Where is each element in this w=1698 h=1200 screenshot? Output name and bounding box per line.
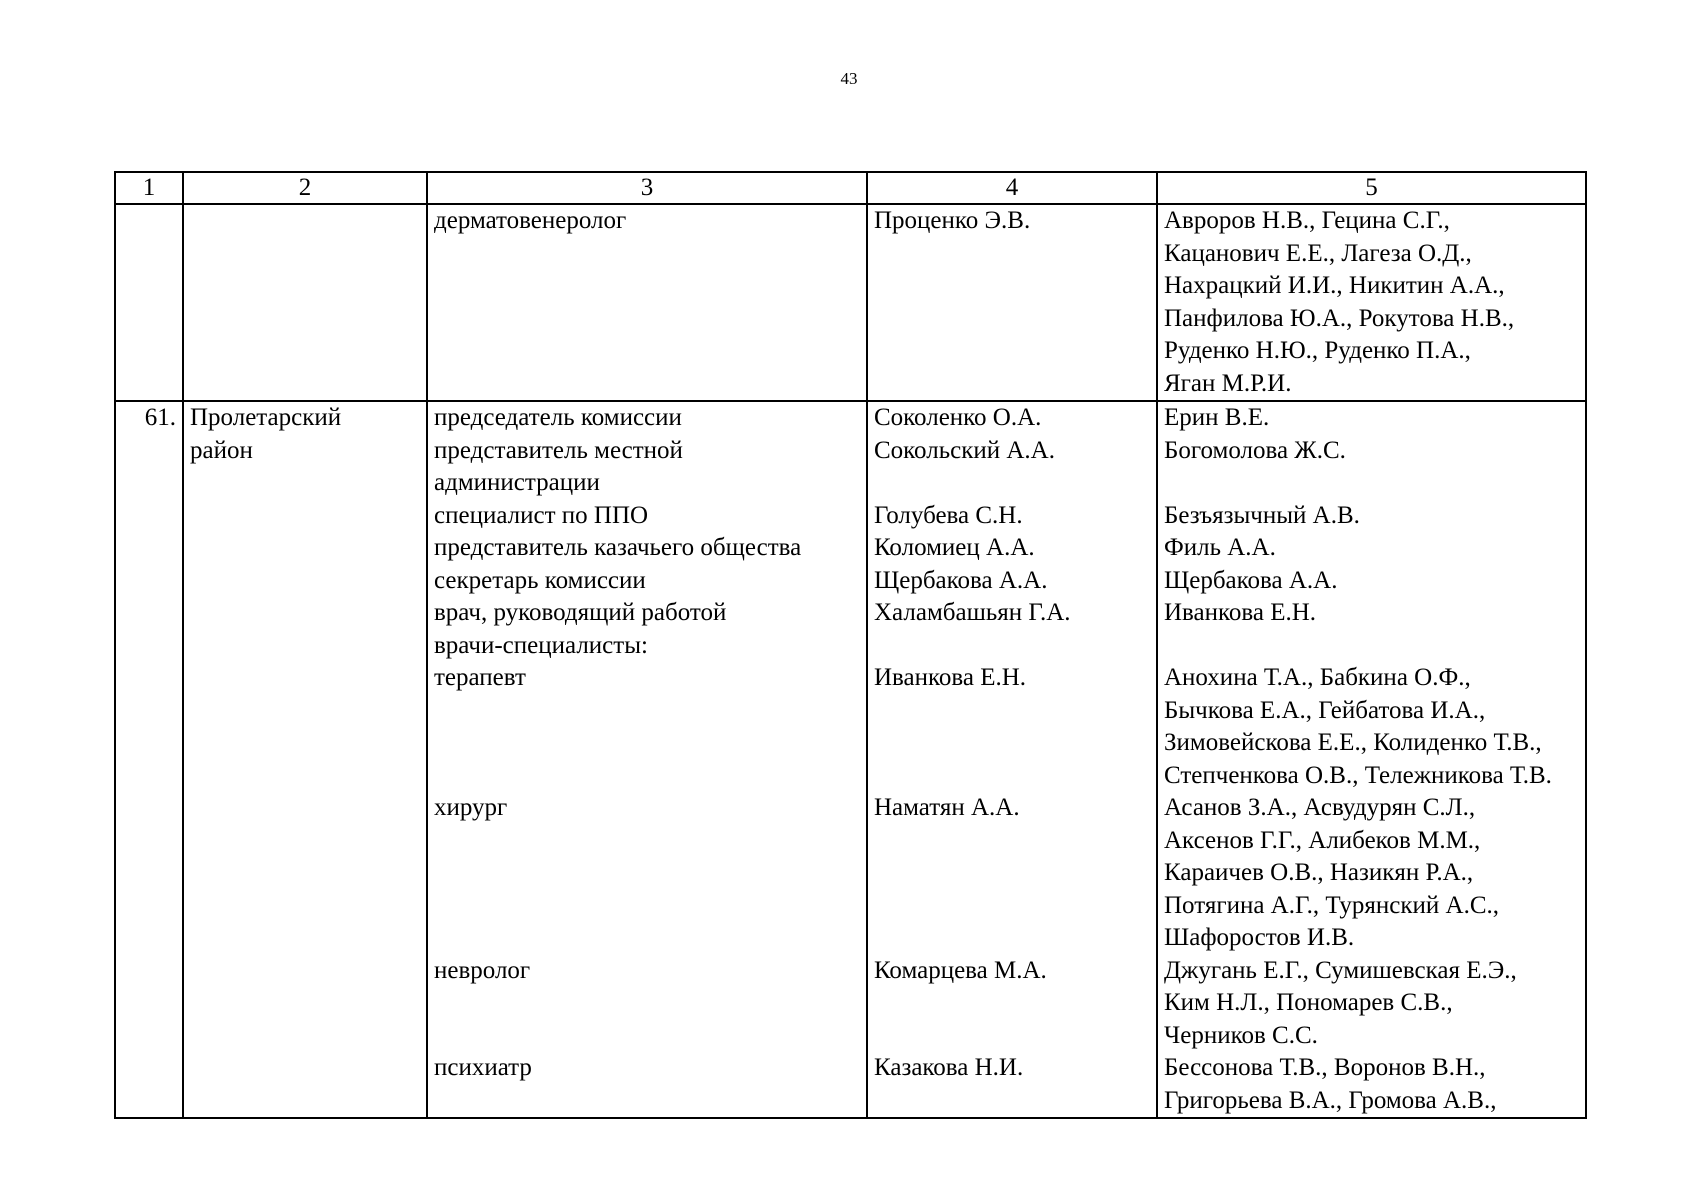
role-text: представитель казачьего общества (434, 534, 802, 561)
line-spacer (434, 760, 860, 793)
reserve-member-line: Панфилова Ю.А., Рокутова Н.В., (1164, 304, 1515, 332)
reserve-members-cell (1157, 204, 1586, 401)
table-row (115, 401, 1586, 1118)
reserve-member-line: Асанов З.А., Асвудурян С.Л., (1164, 794, 1476, 821)
line-spacer (874, 922, 1150, 955)
role-text: врачи-специалисты: (434, 631, 648, 659)
line-spacer (434, 825, 860, 858)
reserve-member-line: Анохина Т.А., Бабкина О.Ф., (1164, 664, 1471, 691)
main-member-name: Иванкова Е.Н. (874, 664, 1027, 691)
main-member-name: Казакова Н.И. (874, 1054, 1024, 1081)
column-number-row (115, 172, 1586, 204)
reserve-member-line: Кацанович Е.Е., Лагеза О.Д., (1164, 239, 1472, 267)
reserve-member-line: Щербакова А.А. (1164, 566, 1338, 594)
role-text: секретарь комиссии (434, 566, 646, 594)
column-number-cell: 4 (867, 172, 1157, 204)
line-spacer (434, 727, 860, 760)
line-spacer (874, 760, 1150, 793)
line-spacer (1164, 630, 1579, 663)
line-spacer (434, 1085, 860, 1118)
line-spacer (434, 695, 860, 728)
line-spacer (874, 467, 1150, 500)
line-spacer (434, 987, 860, 1020)
main-member-name: Проценко Э.В. (874, 207, 1031, 234)
role-cell (427, 204, 867, 401)
district-cell (183, 204, 427, 401)
main-member-name: Голубева С.Н. (874, 501, 1023, 529)
reserve-member-line: Степченкова О.В., Тележникова Т.В. (1164, 761, 1552, 789)
reserve-member-line: Караичев О.В., Назикян Р.А., (1164, 859, 1474, 886)
district-name: район (190, 436, 253, 464)
role-text: хирург (434, 794, 508, 821)
role-text: психиатр (434, 1054, 532, 1081)
reserve-member-line: Джугань Е.Г., Сумишевская Е.Э., (1164, 956, 1517, 984)
reserve-member-line: Руденко Н.Ю., Руденко П.А., (1164, 337, 1471, 364)
role-text: дерматовенеролог (434, 207, 627, 234)
reserve-member-line: Нахрацкий И.И., Никитин А.А., (1164, 272, 1505, 299)
page-number: 43 (840, 69, 858, 88)
main-member-name: Коломиец А.А. (874, 534, 1035, 561)
role-text: представитель местной (434, 436, 683, 464)
main-member-name: Соколенко О.А. (874, 404, 1042, 431)
column-number-cell: 5 (1157, 172, 1586, 204)
district-name: Пролетарский (190, 404, 342, 431)
line-spacer (434, 890, 860, 923)
reserve-member-line: Бессонова Т.В., Воронов В.Н., (1164, 1054, 1486, 1081)
reserve-member-line: Аксенов Г.Г., Алибеков М.М., (1164, 826, 1481, 854)
role-text: администрации (434, 469, 600, 496)
row-number-cell (115, 204, 183, 401)
reserve-members-cell (1157, 401, 1586, 1118)
main-member-name: Щербакова А.А. (874, 566, 1048, 594)
role-text: председатель комиссии (434, 404, 682, 431)
main-member-cell (867, 401, 1157, 1118)
line-spacer (434, 1020, 860, 1053)
reserve-member-line: Черников С.С. (1164, 1021, 1318, 1049)
role-text: врач, руководящий работой (434, 599, 727, 626)
role-cell (427, 401, 867, 1118)
reserve-member-line: Ким Н.Л., Пономарев С.В., (1164, 989, 1453, 1016)
line-spacer (874, 630, 1150, 663)
reserve-member-line: Безъязычный А.В. (1164, 501, 1360, 529)
line-spacer (874, 1085, 1150, 1118)
main-member-name: Наматян А.А. (874, 794, 1020, 821)
line-spacer (434, 857, 860, 890)
reserve-member-line: Потягина А.Г., Турянский А.С., (1164, 891, 1499, 919)
reserve-member-line: Авроров Н.В., Гецина С.Г., (1164, 207, 1450, 234)
line-spacer (1164, 467, 1579, 500)
column-number-cell: 3 (427, 172, 867, 204)
column-number-cell: 2 (183, 172, 427, 204)
reserve-member-line: Зимовейскова Е.Е., Колиденко Т.В., (1164, 729, 1542, 756)
main-member-name: Комарцева М.А. (874, 956, 1047, 984)
reserve-member-line: Бычкова Е.А., Гейбатова И.А., (1164, 696, 1486, 724)
reserve-member-line: Григорьева В.А., Громова А.В., (1164, 1086, 1497, 1114)
line-spacer (874, 695, 1150, 728)
line-spacer (874, 890, 1150, 923)
district-cell (183, 401, 427, 1118)
reserve-member-line: Богомолова Ж.С. (1164, 436, 1346, 464)
line-spacer (874, 825, 1150, 858)
main-member-name: Сокольский А.А. (874, 436, 1055, 464)
main-member-cell (867, 204, 1157, 401)
reserve-member-line: Шафоростов И.В. (1164, 924, 1355, 951)
main-member-name: Халамбашьян Г.А. (874, 599, 1071, 626)
table-row (115, 204, 1586, 401)
column-number-cell: 1 (115, 172, 183, 204)
reserve-member-line: Филь А.А. (1164, 534, 1276, 561)
reserve-member-line: Яган М.Р.И. (1164, 369, 1292, 397)
line-spacer (874, 1020, 1150, 1053)
line-spacer (874, 987, 1150, 1020)
line-spacer (874, 857, 1150, 890)
role-text: терапевт (434, 664, 526, 691)
row-number-cell: 61. (115, 401, 183, 1118)
line-spacer (874, 727, 1150, 760)
reserve-member-line: Ерин В.Е. (1164, 404, 1270, 431)
role-text: специалист по ППО (434, 501, 649, 529)
reserve-member-line: Иванкова Е.Н. (1164, 599, 1317, 626)
role-text: невролог (434, 956, 531, 984)
line-spacer (434, 922, 860, 955)
commission-table (114, 171, 1587, 1119)
